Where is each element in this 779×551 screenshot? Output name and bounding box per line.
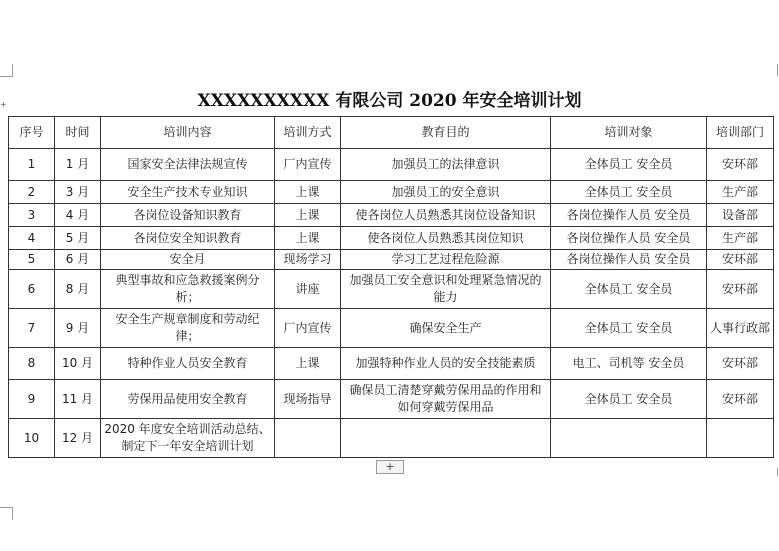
table-row [9, 380, 774, 419]
cell-no[interactable]: 4 [9, 227, 55, 250]
table-header-row [9, 117, 774, 149]
table-row [9, 149, 774, 181]
table-row [9, 250, 774, 270]
cell-time[interactable]: 8 月 [55, 270, 101, 309]
cell-content[interactable]: 特种作业人员安全教育 [101, 348, 275, 380]
cell-no[interactable]: 5 [9, 250, 55, 270]
cell-time[interactable]: 10 月 [55, 348, 101, 380]
cell-no[interactable]: 10 [9, 419, 55, 458]
cell-content[interactable]: 各岗位设备知识教育 [101, 204, 275, 227]
training-plan-table [8, 116, 774, 458]
cell-target[interactable]: 电工、司机等 安全员 [551, 348, 707, 380]
cell-purpose[interactable]: 确保员工清楚穿戴劳保用品的作用和如何穿戴劳保用品 [341, 380, 551, 419]
table-row [9, 309, 774, 348]
cell-method[interactable]: 上课 [275, 181, 341, 204]
cell-method[interactable]: 上课 [275, 204, 341, 227]
cell-content[interactable]: 劳保用品使用安全教育 [101, 380, 275, 419]
add-row-button[interactable]: + [376, 460, 404, 474]
cell-no[interactable]: 1 [9, 149, 55, 181]
cell-time[interactable]: 9 月 [55, 309, 101, 348]
cell-target[interactable]: 各岗位操作人员 安全员 [551, 250, 707, 270]
cell-time[interactable]: 1 月 [55, 149, 101, 181]
cell-time[interactable]: 11 月 [55, 380, 101, 419]
cell-dept[interactable]: 安环部 [707, 250, 774, 270]
cell-method[interactable]: 现场指导 [275, 380, 341, 419]
cell-method[interactable] [275, 419, 341, 458]
cell-target[interactable]: 各岗位操作人员 安全员 [551, 227, 707, 250]
table-row [9, 348, 774, 380]
cell-dept[interactable]: 设备部 [707, 204, 774, 227]
cell-content[interactable]: 安全月 [101, 250, 275, 270]
cell-target[interactable]: 全体员工 安全员 [551, 181, 707, 204]
cell-method[interactable]: 讲座 [275, 270, 341, 309]
cell-no[interactable]: 6 [9, 270, 55, 309]
cell-no[interactable]: 2 [9, 181, 55, 204]
cell-dept[interactable]: 人事行政部 [707, 309, 774, 348]
cell-target[interactable]: 全体员工 安全员 [551, 149, 707, 181]
cell-method[interactable]: 上课 [275, 348, 341, 380]
cell-target[interactable]: 全体员工 安全员 [551, 270, 707, 309]
cell-purpose[interactable]: 加强特种作业人员的安全技能素质 [341, 348, 551, 380]
page-corner-top-left [0, 64, 13, 77]
cell-purpose[interactable]: 加强员工的法律意识 [341, 149, 551, 181]
table-row [9, 181, 774, 204]
header-method: 培训方式 [275, 117, 341, 149]
cell-no[interactable]: 3 [9, 204, 55, 227]
cell-dept[interactable]: 安环部 [707, 270, 774, 309]
page-corner-bottom-left [0, 507, 13, 520]
table-row [9, 204, 774, 227]
cell-no[interactable]: 9 [9, 380, 55, 419]
cell-method[interactable]: 厂内宣传 [275, 149, 341, 181]
cell-purpose[interactable]: 确保安全生产 [341, 309, 551, 348]
cell-content[interactable]: 典型事故和应急救援案例分析； [101, 270, 275, 309]
cell-time[interactable]: 12 月 [55, 419, 101, 458]
cell-dept[interactable]: 安环部 [707, 149, 774, 181]
cell-content[interactable]: 国家安全法律法规宣传 [101, 149, 275, 181]
cell-time[interactable]: 4 月 [55, 204, 101, 227]
cell-content[interactable]: 各岗位安全知识教育 [101, 227, 275, 250]
table-row [9, 227, 774, 250]
table-row [9, 270, 774, 309]
cell-target[interactable] [551, 419, 707, 458]
cell-target[interactable]: 各岗位操作人员 安全员 [551, 204, 707, 227]
document-title: XXXXXXXXXX 有限公司 2020 年安全培训计划 [197, 91, 582, 111]
cell-method[interactable]: 现场学习 [275, 250, 341, 270]
cell-purpose[interactable]: 使各岗位人员熟悉其岗位知识 [341, 227, 551, 250]
cell-time[interactable]: 3 月 [55, 181, 101, 204]
cell-dept[interactable]: 生产部 [707, 181, 774, 204]
header-no: 序号 [9, 117, 55, 149]
cell-content[interactable]: 安全生产规章制度和劳动纪律； [101, 309, 275, 348]
header-time: 时间 [55, 117, 101, 149]
cell-method[interactable]: 上课 [275, 227, 341, 250]
cell-time[interactable]: 6 月 [55, 250, 101, 270]
cell-purpose[interactable]: 学习工艺过程危险源 [341, 250, 551, 270]
cell-no[interactable]: 7 [9, 309, 55, 348]
cell-method[interactable]: 厂内宣传 [275, 309, 341, 348]
cell-dept[interactable]: 生产部 [707, 227, 774, 250]
table-move-handle[interactable]: + [0, 100, 7, 109]
cell-target[interactable]: 全体员工 安全员 [551, 309, 707, 348]
cell-target[interactable]: 全体员工 安全员 [551, 380, 707, 419]
cell-purpose[interactable] [341, 419, 551, 458]
header-target: 培训对象 [551, 117, 707, 149]
cell-purpose[interactable]: 加强员工的安全意识 [341, 181, 551, 204]
cell-purpose[interactable]: 使各岗位人员熟悉其岗位设备知识 [341, 204, 551, 227]
cell-time[interactable]: 5 月 [55, 227, 101, 250]
header-content: 培训内容 [101, 117, 275, 149]
cell-dept[interactable] [707, 419, 774, 458]
cell-no[interactable]: 8 [9, 348, 55, 380]
cell-content[interactable]: 安全生产技术专业知识 [101, 181, 275, 204]
cell-dept[interactable]: 安环部 [707, 348, 774, 380]
header-dept: 培训部门 [707, 117, 774, 149]
cell-dept[interactable]: 安环部 [707, 380, 774, 419]
table-row [9, 419, 774, 458]
cell-purpose[interactable]: 加强员工安全意识和处理紧急情况的能力 [341, 270, 551, 309]
header-purpose: 教育目的 [341, 117, 551, 149]
cell-content[interactable]: 2020 年度安全培训活动总结、制定下一年安全培训计划 [101, 419, 275, 458]
